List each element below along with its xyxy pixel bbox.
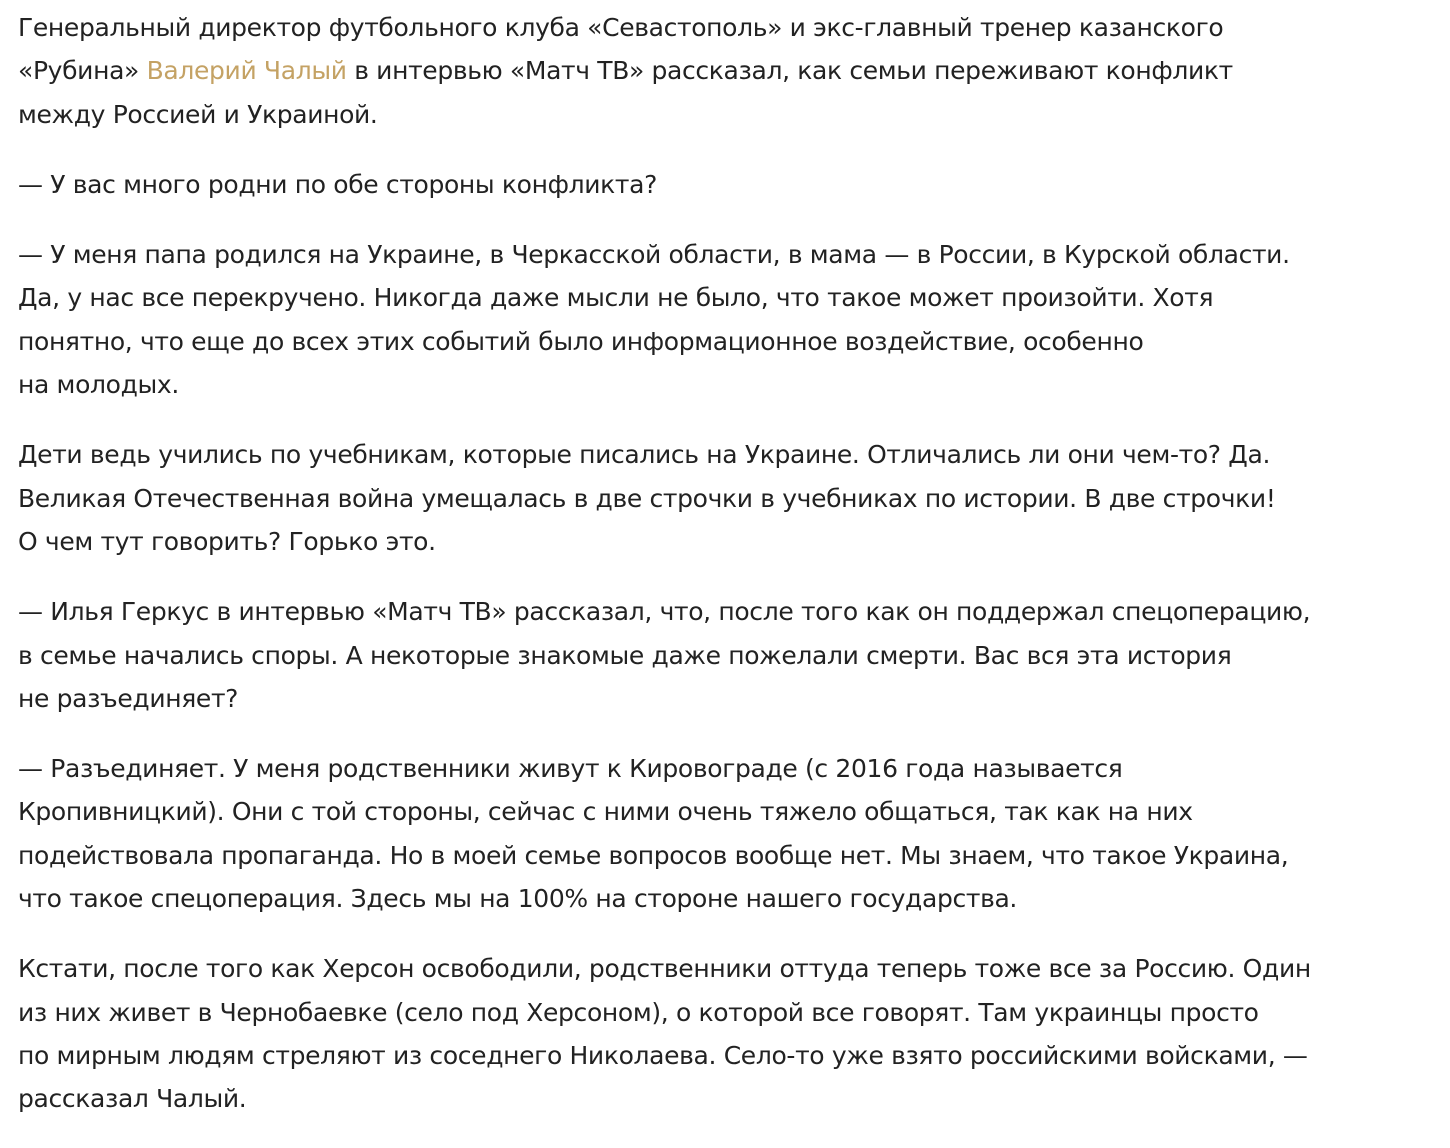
text-line: — У вас много родни по обе стороны конфликта? <box>18 169 658 199</box>
paragraph <box>18 233 1438 406</box>
text-line: Кропивницкий). Они с той стороны, сейчас с ними очень тяжело общаться, так как на них <box>18 797 1193 827</box>
text-line: — У меня папа родился на Украине, в Черкасской области, в мама — в России, в Курской области. <box>18 240 1290 270</box>
paragraph <box>18 747 1438 920</box>
text-line <box>18 49 1438 92</box>
text-line: Генеральный директор футбольного клуба «Севастополь» и экс-главный тренер казанского <box>18 13 1224 42</box>
text-line: Да, у нас все перекручено. Никогда даже мысли не было, что такое может произойти. Хотя <box>18 283 1214 313</box>
paragraph <box>18 163 1438 206</box>
text-segment: в интервью «Матч ТВ» рассказал, как семьи переживают конфликт <box>346 56 1233 86</box>
text-line: что такое спецоперация. Здесь мы на 100% на стороне нашего государства. <box>18 884 1018 914</box>
text-line: Кстати, после того как Херсон освободили, родственники оттуда теперь тоже все за Россию. Один <box>18 954 1311 984</box>
article-body <box>18 6 1438 1148</box>
text-line: в семье начались споры. А некоторые знакомые даже пожелали смерти. Вас вся эта история <box>18 640 1232 670</box>
text-line: — Разъединяет. У меня родственники живут к Кировограде (с 2016 года называется <box>18 754 1123 784</box>
text-line: по мирным людям стреляют из соседнего Николаева. Село-то уже взято российскими войсками, — <box>18 1040 1308 1070</box>
text-line: понятно, что еще до всех этих событий было информационное воздействие, особенно <box>18 326 1144 356</box>
paragraph-intro <box>18 6 1438 136</box>
paragraphs <box>18 163 1438 1121</box>
text-line: на молодых. <box>18 370 179 400</box>
text-line: Великая Отечественная война умещалась в две строчки в учебниках по истории. В две строчки! <box>18 483 1276 513</box>
text-line: О чем тут говорить? Горько это. <box>18 526 436 556</box>
paragraph <box>18 947 1438 1120</box>
person-link-valery-chaly[interactable]: Валерий Чалый <box>146 56 347 86</box>
text-line: подействовала пропаганда. Но в моей семье вопросов вообще нет. Мы знаем, что такое Украина, <box>18 840 1289 870</box>
text-line: Дети ведь учились по учебникам, которые писались на Украине. Отличались ли они чем-то? Да. <box>18 440 1271 470</box>
text-line: из них живет в Чернобаевке (село под Херсоном), о которой все говорят. Там украинцы просто <box>18 997 1259 1027</box>
text-line: — Илья Геркус в интервью «Матч ТВ» рассказал, что, после того как он поддержал спецоперацию, <box>18 597 1311 627</box>
paragraph <box>18 433 1438 563</box>
paragraph <box>18 590 1438 720</box>
text-line: между Россией и Украиной. <box>18 99 378 129</box>
text-segment: «Рубина» <box>18 56 147 86</box>
text-line: не разъединяет? <box>18 683 239 713</box>
text-line: рассказал Чалый. <box>18 1084 247 1114</box>
